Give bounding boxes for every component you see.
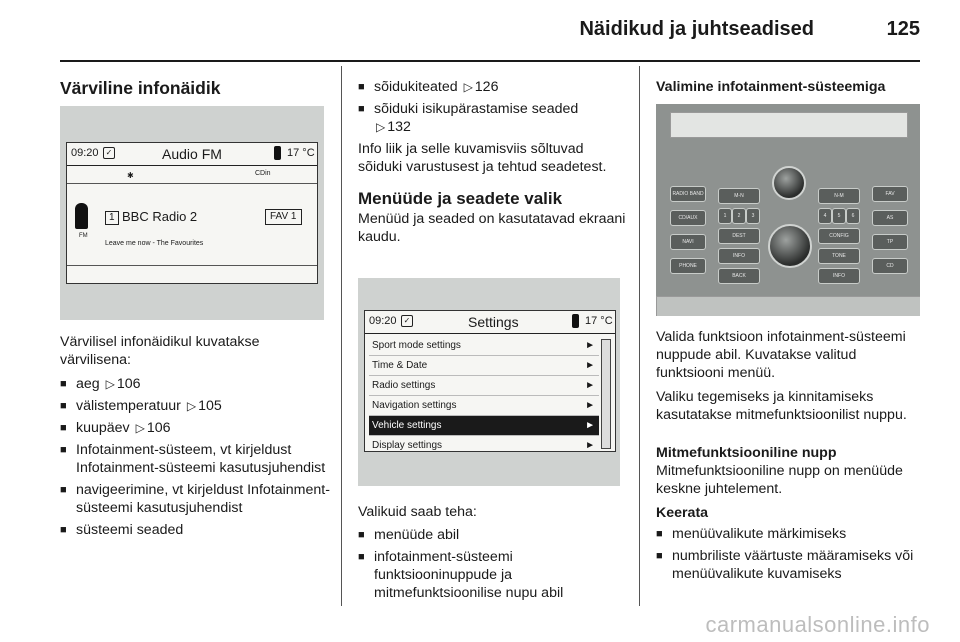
menu-item-navigation[interactable]: Navigation settings ► <box>369 396 599 416</box>
page-ref-arrow-icon: ▷ <box>376 120 386 134</box>
audio-screen <box>66 142 318 284</box>
chevron-right-icon: ► <box>585 380 595 391</box>
choices-list <box>358 526 630 602</box>
band-label: FM <box>79 233 88 239</box>
column-3-text <box>656 328 926 587</box>
screen-title: Audio FM <box>162 146 222 162</box>
preset-number: 1 <box>105 211 119 225</box>
console-key[interactable]: PHONE <box>670 258 706 274</box>
preset-key-2[interactable]: 2 <box>732 208 746 224</box>
column-2-top-text <box>358 78 630 246</box>
clock: 09:20 <box>369 315 397 327</box>
column-2-bottom-text <box>358 503 630 606</box>
console-key[interactable]: CD/AUX <box>670 210 706 226</box>
chevron-right-icon: ► <box>585 360 595 371</box>
turn-list <box>656 525 926 583</box>
air-vent <box>670 112 908 138</box>
phone-status-icon: ✓ <box>401 315 413 327</box>
infotainment-heading: Valimine infotainment-süsteemiga <box>656 79 886 95</box>
clock: 09:20 <box>71 147 99 159</box>
status-bar <box>365 311 615 334</box>
thermometer-icon <box>274 146 281 160</box>
page-ref-arrow-icon: ▷ <box>186 399 197 413</box>
para-select-function: Valida funktsioon infotainment-süsteemi nuppude abil. Kuvatakse valitud funktsiooni menüü. <box>656 329 906 381</box>
console-key[interactable]: CONFIG <box>818 228 860 244</box>
menu-item-radio[interactable]: Radio settings ► <box>369 376 599 396</box>
info-text: Info liik ja selle kuvamisviis sõltuvad sõiduki varustusest ja tehtud seadetest. <box>358 141 607 175</box>
display-items-list-cont <box>358 78 630 136</box>
thermometer-icon <box>572 314 579 328</box>
page-number: 125 <box>886 18 920 40</box>
page-ref-arrow-icon: ▷ <box>463 80 473 94</box>
radio-antenna-icon <box>75 203 88 229</box>
menu-item-time-date[interactable]: Time & Date ► <box>369 356 599 376</box>
preset-key-5[interactable]: 5 <box>832 208 846 224</box>
console-key[interactable]: AS <box>872 210 908 226</box>
multifunction-knob[interactable] <box>768 224 812 268</box>
bottom-bar <box>67 265 317 266</box>
lower-panel <box>656 296 920 316</box>
chevron-right-icon: ► <box>585 340 595 351</box>
list-item: ■ Infotainment-süsteem, vt kirjeldust Infotainment-süsteemi kasutusjuhendist <box>60 441 330 477</box>
header-rule <box>60 60 920 62</box>
column-3-heading <box>656 78 926 96</box>
console-key[interactable]: CD <box>872 258 908 274</box>
chevron-right-icon: ► <box>585 400 595 411</box>
scrollbar[interactable] <box>601 339 611 449</box>
list-item: ■ välistemperatuur ▷ 105 <box>60 397 330 415</box>
audio-screen-photo <box>60 106 324 320</box>
console-key[interactable]: BACK <box>718 268 760 284</box>
outside-temperature: 17 °C <box>585 315 613 327</box>
console-key[interactable]: M-N <box>718 188 760 204</box>
list-item: ■ sõiduki isikupärastamise seaded ▷ 132 <box>358 100 630 136</box>
page-header-title: Näidikud ja juhtseadised <box>579 18 814 40</box>
volume-knob[interactable] <box>772 166 806 200</box>
station-name: BBC Radio 2 <box>122 209 198 224</box>
fav-button[interactable]: FAV 1 <box>265 209 302 225</box>
column-divider <box>639 66 640 606</box>
list-item: ■ aeg ▷ 106 <box>60 375 330 393</box>
preset-key-1[interactable]: 1 <box>718 208 732 224</box>
list-item: ■ süsteemi seaded <box>60 521 330 539</box>
preset-key-3[interactable]: 3 <box>746 208 760 224</box>
list-item: ■ kuupäev ▷ 106 <box>60 419 330 437</box>
settings-screen-photo <box>358 278 620 486</box>
menu-item-display[interactable]: Display settings ► <box>369 436 599 455</box>
settings-screen <box>364 310 616 452</box>
page-ref-arrow-icon: ▷ <box>135 421 145 435</box>
para-multifunction-use: Valiku tegemiseks ja kinnitamiseks kasutatakse mitmefunktsioonilist nuppu. <box>656 389 907 423</box>
bluetooth-icon: ✱ <box>127 171 134 180</box>
chevron-right-icon: ► <box>585 420 595 431</box>
list-item: ■ menüüde abil <box>358 526 630 544</box>
column-divider <box>341 66 342 606</box>
list-item: ■ numbriliste väärtuste määramiseks või menüüvalikute kuvamiseks <box>656 547 926 583</box>
phone-status-icon: ✓ <box>103 147 115 159</box>
outside-temperature: 17 °C <box>287 147 315 159</box>
chevron-right-icon: ► <box>585 440 595 451</box>
console-key[interactable]: RADIO BAND <box>670 186 706 202</box>
console-key[interactable]: NAVI <box>670 234 706 250</box>
page-ref-arrow-icon: ▷ <box>105 377 115 391</box>
multifunction-text: Mitmefunktsiooniline nupp on menüüde keskne juhtelement. <box>656 463 903 497</box>
list-item: ■ navigeerimine, vt kirjeldust Infotainment-süsteemi kasutusjuhendist <box>60 481 330 517</box>
list-item: ■ menüüvalikute märkimiseks <box>656 525 926 543</box>
turn-heading: Keerata <box>656 505 709 521</box>
list-item: ■ infotainment-süsteemi funktsiooninuppude ja mitmefunktsioonilise nupu abil <box>358 548 630 602</box>
console-key[interactable]: N-M <box>818 188 860 204</box>
menu-item-sport-mode[interactable]: Sport mode settings ► <box>369 336 599 356</box>
preset-key-4[interactable]: 4 <box>818 208 832 224</box>
watermark: carmanualsonline.info <box>705 612 930 637</box>
menu-item-vehicle[interactable]: Vehicle settings ► <box>369 416 599 436</box>
intro-text: Värvilisel infonäidikul kuvatakse värvilisena: <box>60 334 260 368</box>
console-key[interactable]: INFO <box>718 248 760 264</box>
choices-intro: Valikuid saab teha: <box>358 504 477 520</box>
display-items-list <box>60 375 330 539</box>
section-heading-color-display: Värviline infonäidik <box>60 78 221 98</box>
section-heading-menus: Menüüde ja seadete valik <box>358 189 563 208</box>
screen-title: Settings <box>468 314 519 330</box>
console-key[interactable]: TONE <box>818 248 860 264</box>
console-key[interactable]: INFO <box>818 268 860 284</box>
status-bar <box>67 143 317 166</box>
multifunction-heading: Mitmefunktsiooniline nupp <box>656 445 837 461</box>
status-line <box>67 183 317 184</box>
menus-subtext: Menüüd ja seaded on kasutatavad ekraani kaudu. <box>358 211 626 245</box>
list-item: ■ sõidukiteated ▷ 126 <box>358 78 630 96</box>
radio-text: Leave me now - The Favourites <box>105 240 204 247</box>
console-key[interactable]: TP <box>872 234 908 250</box>
console-key[interactable]: DEST <box>718 228 760 244</box>
source-label: CDin <box>255 170 271 177</box>
console-key[interactable]: FAV <box>872 186 908 202</box>
infotainment-console-photo <box>656 104 920 316</box>
preset-key-6[interactable]: 6 <box>846 208 860 224</box>
column-1-text <box>60 333 330 543</box>
